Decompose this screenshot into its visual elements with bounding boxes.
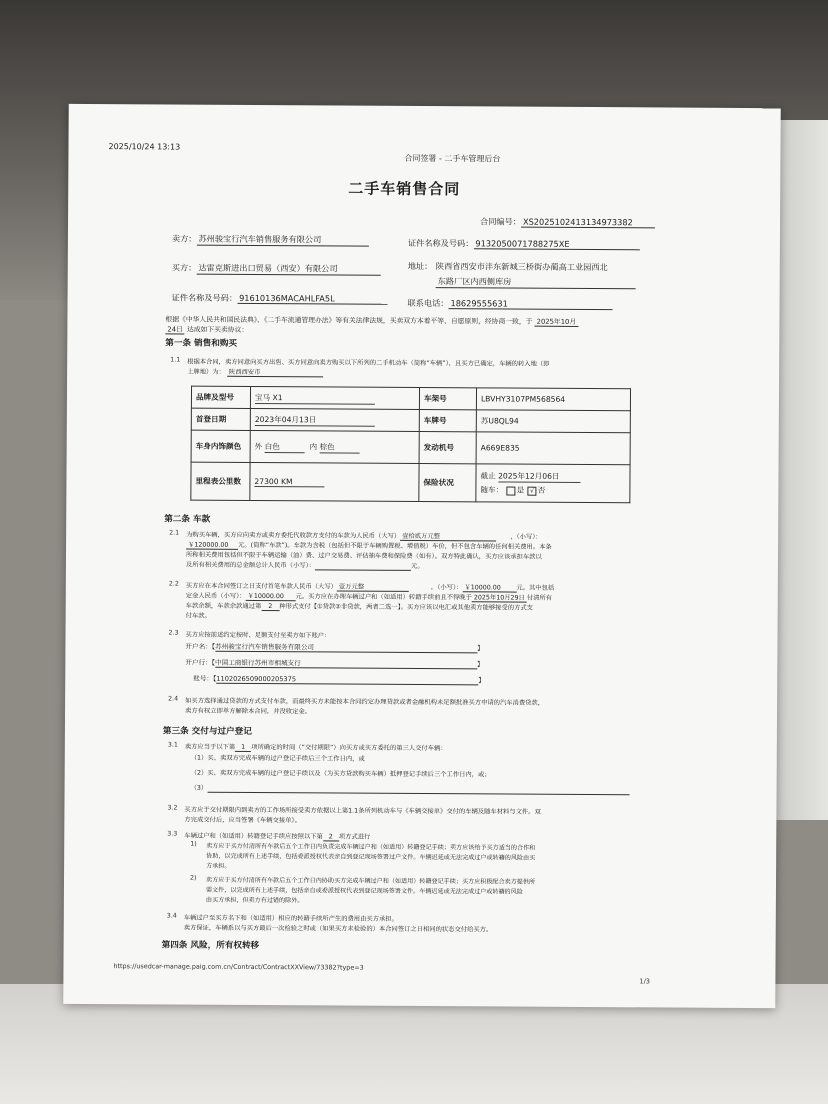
account-name: 苏州骏宝行汽车销售服务有限公司 [215, 641, 477, 654]
transfer-option-2-number: 2) [190, 874, 197, 882]
balance-due-date: 2025年10月29日 [472, 592, 527, 602]
mileage-value: 27300 KM [250, 462, 419, 501]
buyer-name: 达雷克斯进出口贸易（西安）有限公司 [196, 263, 380, 276]
clause-2-1-line4: 及所有相关费用的总金额总计人民币（小写）： 元。 [185, 561, 424, 571]
seller-label: 卖方： [171, 233, 197, 244]
print-timestamp: 2025/10/24 13:13 [108, 142, 181, 152]
brand-label: 品牌及型号 [191, 386, 250, 408]
clause-2-3-line1: 买方应按前述约定按时、足额支付至卖方如下账户： [185, 631, 331, 640]
clause-2-2-number: 2.2 [168, 580, 179, 588]
document-title: 二手车销售合同 [348, 179, 461, 199]
transfer-option-choice: 2 [323, 833, 339, 841]
plate-label: 车牌号 [419, 409, 476, 431]
delivery-option-2: （2）买、卖双方完成车辆的过户登记手续以及（为买方贷款购买车辆）抵押登记手续后三个工作日内，或； [190, 769, 491, 779]
first-registration-value: 2023年04月13日 [250, 408, 419, 431]
insurance-label: 保险状况 [419, 463, 476, 501]
contract-no-label: 合同编号： [480, 216, 522, 227]
clause-2-4-line2: 卖方有权立即单方解除本合同，并没收定金。 [185, 707, 312, 716]
clause-2-4-number: 2.4 [168, 695, 179, 703]
insurance-value: 截止 2025年12月06日 随车： 是 √ 否 [476, 464, 630, 503]
print-footer-url: https://usedcar-manage.paig.com.cn/Contract/ContractXXView/73382?type=3 [113, 962, 364, 972]
price-lowercase: ￥120000.00 [186, 540, 238, 550]
transfer-option-2-line3: 由买方承担，但卖方有过错的除外。 [205, 896, 304, 905]
clause-2-2-line1: 买方应在本合同签订之日支付首笔车款人民币（大写） 壹万元整 ，（小写）： ￥10000.00 元。其中包括 [185, 582, 555, 592]
clause-3-1-line1: 卖方应当于以下第 1 项所确定的时间（“交付期限”）向买方或买方委托的第三人交付车辆： [184, 743, 447, 753]
transfer-option-2-line1: 卖方应于买方付清所有车款后五个工作日内协助买方完成车辆过户和（如适用）转籍登记手续；买方应积极配合卖方提供所 [205, 876, 536, 886]
clause-2-2-line4: 付车款。 [185, 612, 211, 620]
vin-label: 车架号 [419, 387, 476, 409]
clause-2-2-line3: 车款余额，车款余款通过第 2 种形式支付【①贷款②非贷款，两者二选一】。买方应该以电汇或其他卖方能够接受的方式支 [185, 602, 533, 612]
interior-color: 棕色 [319, 441, 359, 453]
buyer-phone-value: 18629555631 [448, 298, 612, 310]
print-site-title: 合同签署 - 二手车管理后台 [404, 153, 501, 164]
clause-2-1-line1: 为购买车辆，买方应向卖方或卖方委托代收款方支付的车款为人民币（大写） 壹拾贰万元整 ，（小写）： [186, 531, 542, 541]
brand-value: 宝马 X1 [250, 386, 419, 409]
buyer-phone-row [408, 298, 613, 310]
clause-3-2-number: 3.2 [167, 804, 178, 812]
plate-value: 苏U8QL94 [476, 410, 630, 433]
engine-value: A669E835 [476, 432, 630, 465]
page-number: 1/3 [639, 977, 651, 986]
seller-row [172, 233, 369, 246]
delivery-option-choice: 1 [235, 744, 251, 752]
section1-title: 第一条 销售和购买 [165, 338, 238, 349]
clause-3-3-line1: 车辆过户和（如适用）转籍登记手续应按照以下第 2 项方式进行 [184, 832, 371, 841]
agreement-date-part1: 2025年10月 [535, 316, 579, 327]
clause-2-1-line2: ￥120000.00 元。(简称“车款”)。车款为含税（包括但不限于车辆购置税、增值税）车价，但不包含车辆的任何相关费用。本条 [186, 540, 552, 552]
account-number-row: 账号：【1102026509000205375 】 [193, 674, 485, 685]
clause-3-4-number: 3.4 [166, 912, 177, 920]
section4-title: 第四条 风险，所有权转移 [161, 940, 260, 952]
buyer-address-line2: 东路厂区内西侧库房 [436, 276, 636, 289]
color-label: 车身内饰颜色 [191, 430, 250, 462]
clause-3-1-number: 3.1 [167, 741, 178, 749]
seller-id-label: 证件名称及号码： [407, 237, 474, 249]
buyer-phone-label: 联系电话： [407, 297, 449, 309]
mileage-label: 里程表公里数 [191, 462, 250, 500]
buyer-id-row [172, 292, 388, 304]
clause-1-1-line2: 上牌地）为： 陕西西安市 [187, 367, 323, 378]
delivery-option-1: （1）买、卖双方完成车辆的过户登记手续后三个工作日内，或 [190, 754, 365, 763]
delivery-option-3: （3） [191, 783, 630, 796]
agreement-date-part2: 24日 [165, 323, 185, 334]
insurance-follow-no-checkbox[interactable]: √ [528, 486, 537, 495]
buyer-row [172, 262, 381, 275]
buyer-address-line1: 陕西省西安市沣东新城三桥街办蔺高工业园西北 [435, 261, 608, 273]
clause-2-3-number: 2.3 [168, 629, 179, 637]
first-payment-lowercase: ￥10000.00 [462, 582, 516, 592]
preamble-line2: 24日 达成如下买卖协议： [165, 323, 248, 335]
section3-title: 第三条 交付与过户登记 [162, 726, 252, 737]
buyer-address-label: 地址： [407, 260, 433, 272]
account-bank: 中国工商银行苏州市相城支行 [215, 657, 477, 670]
clause-3-2-line1: 买方应于交付期限内到卖方的工作场所接受卖方依据以上第1.1条所列机动车与《车辆交接单》交付的车辆及随车材料与文件。双 [184, 806, 541, 816]
clause-2-1-number: 2.1 [169, 529, 180, 537]
vehicle-info-table [190, 386, 631, 504]
clause-1-1-line1: 根据本合同，卖方同意向买方出售、买方同意向卖方购买以下所列的二手机动车（简称“车辆”），且买方已确定，车辆的转入地（即 [187, 358, 550, 368]
clause-2-1-line3: 所称相关费用包括但不限于车辆运输（油）费、过户交易费、评估抽车费和保险费（如有）。双方特此确认，买方应该承担车款以 [185, 551, 542, 561]
exterior-color: 白色 [265, 441, 305, 453]
deposit-amount: ￥10000.00 [246, 591, 296, 601]
color-value: 外 白色 内 棕色 [250, 430, 419, 463]
engine-label: 发动机号 [419, 431, 476, 463]
registration-city: 陕西西安市 [227, 367, 323, 378]
seller-id-row [408, 238, 640, 250]
buyer-id-value: 91610136MACAHLFA5L [237, 293, 387, 305]
contract-page [63, 104, 780, 1008]
clause-3-4-line1: 车辆过户至买方名下和（如适用）相应的转籍手续所产生的费用由买方承担。 [183, 914, 398, 923]
clause-2-4-line1: 如买方选择通过贷款的方式支付车款，而最终买方未能按本合同约定办理贷款或者金融机构未足额批准买方申请的汽车消费贷款， [185, 697, 545, 707]
transfer-option-1-line3: 方承担。 [206, 862, 231, 870]
price-uppercase: 壹拾贰万元整 [400, 531, 496, 542]
section2-title: 第二条 车款 [164, 514, 211, 525]
transfer-option-2-line2: 需文件，以完成所有上述手续，包括亲自或委派授权代表到登记现场签署文件。车辆迟延或无法完成过户或转籍的风险 [205, 886, 523, 896]
account-number: 1102026509000205375 [216, 675, 478, 686]
clause-2-2-line2: 定金人民币（小写）： ￥10000.00 元。买方应在办理车辆过户和（如适用）转籍手续前且不得晚于 2025年10月29日 付清所有 [185, 592, 553, 602]
buyer-label: 买方： [171, 262, 197, 273]
seller-name: 苏州骏宝行汽车销售服务有限公司 [196, 234, 368, 247]
account-name-row: 开户名：【苏州骏宝行汽车销售服务有限公司 】 [185, 642, 484, 653]
insurance-until: 2025年12月06日 [498, 470, 580, 483]
seller-id-value: 9132050071788275XE [473, 238, 639, 250]
first-payment-uppercase: 壹万元整 [337, 581, 409, 591]
buyer-id-label: 证件名称及号码： [171, 292, 238, 303]
first-registration-label: 首登日期 [191, 408, 250, 430]
transfer-option-1-number: 1) [190, 840, 197, 848]
account-bank-row: 开户行：【中国工商银行苏州市相城支行 】 [185, 658, 484, 669]
payment-method-choice: 2 [261, 603, 279, 611]
clause-3-3-number: 3.3 [167, 830, 178, 838]
transfer-option-1-line2: 协助，以完成所有上述手续，包括委派授权代表亲自到登记现场签署过户文件。车辆迟延或无法完成过户或转籍的风险由买 [206, 852, 536, 862]
contract-no [480, 216, 655, 228]
transfer-option-1-line1: 卖方应于买方付清所有车款后五个工作日内负责完成车辆过户和（如适用）转籍登记手续；卖方应该给予买方适当的合作和 [206, 842, 536, 852]
preamble-line1: 根据《中华人民共和国民法典》、《二手车流通管理办法》等有关法律法规，买卖双方本着平等、自愿原则，经协商一致，于 2025年10月 [165, 313, 578, 327]
insurance-follow-yes-checkbox[interactable] [507, 486, 516, 495]
contract-no-value: XS2025102413134973382 [521, 217, 655, 229]
clause-3-2-line2: 方完成交付后，应当签署《车辆交接单》。 [184, 816, 301, 825]
vin-value: LBVHY3107PM568564 [476, 388, 630, 411]
clause-3-4-line2: 卖方保证，车辆系以与买方最后一次检验之时或（如果买方未检验的）本合同签订之日相同的状态交付给买方。 [183, 924, 493, 934]
clause-1-1-number: 1.1 [170, 356, 181, 364]
